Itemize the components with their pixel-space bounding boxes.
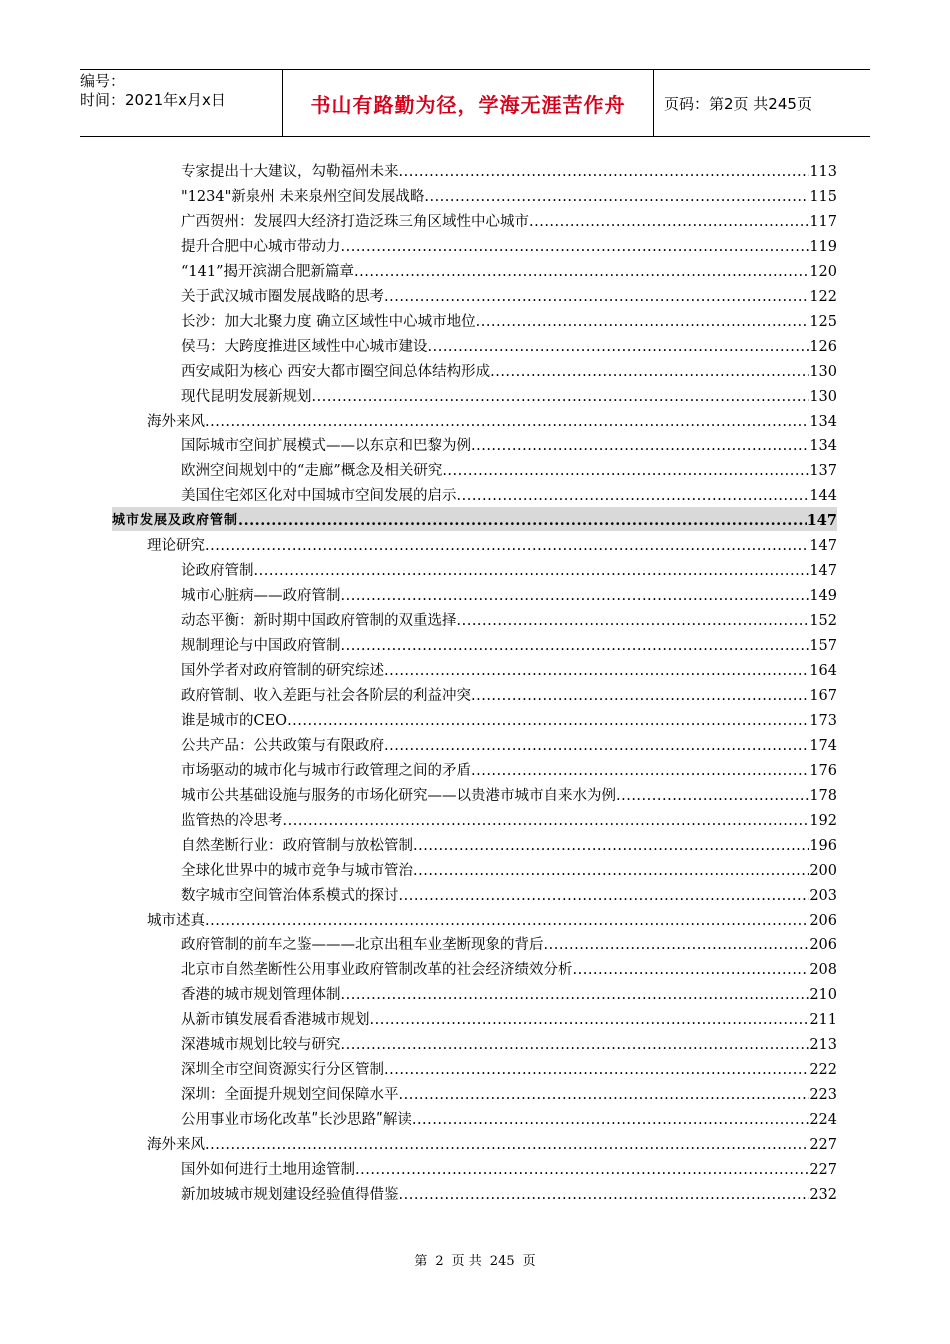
toc-leader-dots	[341, 586, 810, 606]
toc-entry-page: 115	[809, 188, 837, 205]
toc-entry-title: 美国住宅郊区化对中国城市空间发展的启示	[181, 488, 457, 505]
toc-entry-title: 长沙：加大北聚力度 确立区域性中心城市地位	[181, 313, 476, 330]
toc-entry-title: 论政府管制	[181, 563, 254, 580]
toc-leader-dots	[254, 561, 810, 581]
toc-entry-page: 120	[809, 263, 837, 280]
toc-entry-title: 规制理论与中国政府管制	[181, 638, 341, 655]
toc-entry-page: 222	[809, 1062, 837, 1079]
toc-leader-dots	[544, 935, 810, 955]
toc-entry-title: 数字城市空间管治体系模式的探讨	[181, 887, 399, 904]
toc-entry[interactable]	[181, 1056, 837, 1080]
toc-entry[interactable]	[181, 732, 837, 756]
toc-entry-page: 227	[809, 1162, 837, 1178]
toc-entry[interactable]	[181, 283, 837, 307]
toc-entry-page: 125	[809, 313, 837, 330]
toc-leader-dots	[205, 536, 809, 556]
toc-entry[interactable]	[181, 757, 837, 781]
toc-leader-dots	[355, 1160, 809, 1180]
toc-entry-page: 167	[809, 687, 837, 704]
toc-entry-title: 提升合肥中心城市带动力	[181, 238, 341, 255]
toc-entry[interactable]	[181, 308, 837, 332]
toc-leader-dots	[412, 1110, 809, 1130]
toc-entry-page: 227	[809, 1137, 837, 1154]
toc-entry-title: 理论研究	[147, 538, 205, 555]
toc-leader-dots	[205, 911, 809, 931]
toc-entry[interactable]	[181, 258, 837, 282]
toc-leader-dots	[205, 1135, 809, 1155]
toc-entry[interactable]	[181, 333, 837, 357]
toc-leader-dots	[341, 636, 810, 656]
toc-entry-title: 国际城市空间扩展模式——以东京和巴黎为例	[181, 438, 471, 455]
toc-entry-title: 深港城市规划比较与研究	[181, 1037, 341, 1054]
header-motto: 书山有路勤为径，学海无涯苦作舟	[310, 92, 626, 117]
toc-entry[interactable]	[181, 707, 837, 731]
toc-leader-dots	[424, 187, 809, 207]
toc-leader-dots	[399, 162, 810, 182]
toc-entry-title: 深圳：全面提升规划空间保障水平	[181, 1087, 399, 1104]
toc-entry-page: 232	[809, 1186, 837, 1203]
toc-entry-title: 政府管制的前车之鉴———北京出租车业垄断现象的背后	[181, 937, 544, 954]
page-header	[80, 69, 870, 137]
toc-entry-title: 关于武汉城市圈发展战略的思考	[181, 288, 384, 305]
toc-entry-page: 137	[809, 463, 837, 480]
toc-entry[interactable]	[181, 931, 837, 955]
toc-entry-page: 213	[809, 1037, 837, 1054]
toc-leader-dots	[312, 387, 810, 407]
toc-entry-page: 208	[809, 962, 837, 979]
toc-entry[interactable]	[181, 857, 837, 881]
toc-entry[interactable]	[181, 682, 837, 706]
toc-entry-page: 147	[806, 512, 837, 530]
toc-entry[interactable]	[181, 383, 837, 407]
toc-entry[interactable]	[181, 956, 837, 980]
header-motto-cell	[282, 70, 654, 136]
toc-entry-page: 223	[809, 1087, 837, 1104]
toc-leader-dots	[384, 1060, 809, 1080]
toc-entry-page: 174	[809, 737, 837, 754]
toc-entry[interactable]	[181, 1081, 837, 1105]
toc-entry[interactable]	[181, 582, 837, 606]
toc-leader-dots	[399, 1085, 810, 1105]
toc-entry[interactable]	[181, 183, 837, 207]
toc-leader-dots	[384, 661, 809, 681]
toc-entry[interactable]	[181, 233, 837, 257]
toc-entry[interactable]	[181, 208, 837, 232]
toc-leader-dots	[399, 886, 810, 906]
toc-entry-page: 134	[809, 438, 837, 455]
toc-entry[interactable]	[181, 557, 837, 581]
toc-entry[interactable]	[181, 882, 837, 906]
toc-leader-dots	[354, 262, 809, 282]
toc-entry-page: 210	[809, 987, 837, 1004]
toc-section-entry[interactable]	[147, 408, 837, 432]
toc-entry[interactable]	[181, 1006, 837, 1030]
toc-entry[interactable]	[181, 607, 837, 631]
toc-entry-title: 从新市镇发展看香港城市规划	[181, 1012, 370, 1029]
toc-entry-title: 公用事业市场化改革ʺ长沙思路ʺ解读	[181, 1112, 412, 1129]
toc-leader-dots	[399, 1185, 810, 1205]
footer-suffix: 页	[522, 1254, 536, 1269]
toc-entry-title: 动态平衡：新时期中国政府管制的双重选择	[181, 613, 457, 630]
toc-leader-dots	[476, 312, 810, 332]
toc-entry-page: 173	[809, 712, 837, 729]
toc-entry-title: 公共产品：公共政策与有限政府	[181, 737, 384, 754]
toc-entry[interactable]	[181, 358, 837, 382]
toc-entry[interactable]	[181, 632, 837, 656]
toc-leader-dots	[283, 811, 810, 831]
toc-entry[interactable]	[181, 832, 837, 856]
toc-section-entry[interactable]	[147, 907, 837, 931]
toc-chapter-entry[interactable]	[112, 507, 837, 531]
toc-entry-page: 113	[809, 164, 837, 180]
document-time-label: 时间：2021年x月x日	[80, 91, 226, 109]
toc-section-entry[interactable]	[147, 532, 837, 556]
toc-entry-page: 144	[809, 488, 837, 505]
toc-entry[interactable]	[181, 457, 837, 481]
toc-entry[interactable]	[181, 482, 837, 506]
document-number-label: 编号：	[80, 72, 126, 90]
toc-entry-title: 专家提出十大建议，勾勒福州未来	[181, 164, 399, 180]
toc-entry-title: 自然垄断行业：政府管制与放松管制	[181, 837, 413, 854]
toc-entry-title: 监管热的冷思考	[181, 812, 283, 829]
toc-entry-title: 政府管制、收入差距与社会各阶层的利益冲突	[181, 687, 471, 704]
toc-entry[interactable]	[181, 782, 837, 806]
footer-total-pages: 245	[489, 1254, 515, 1269]
toc-leader-dots	[471, 436, 809, 456]
toc-entry-title: 北京市自然垄断性公用事业政府管制改革的社会经济绩效分析	[181, 962, 573, 979]
toc-leader-dots	[616, 786, 809, 806]
toc-entry-page: 206	[809, 912, 837, 929]
toc-entry-title: 城市公共基础设施与服务的市场化研究——以贵港市城市自来水为例	[181, 787, 616, 804]
page-footer	[0, 1250, 950, 1269]
header-page-info: 页码：第2页 共245页	[664, 94, 812, 113]
toc-entry-page: 147	[809, 563, 837, 580]
toc-leader-dots	[205, 412, 809, 432]
toc-leader-dots	[341, 985, 810, 1005]
toc-leader-dots	[457, 486, 810, 506]
toc-leader-dots	[573, 960, 810, 980]
toc-entry[interactable]	[181, 1181, 837, 1205]
toc-entry-page: 178	[809, 787, 837, 804]
toc-entry-title: 新加坡城市规划建设经验值得借鉴	[181, 1186, 399, 1203]
toc-entry-title: “141”揭开滨湖合肥新篇章	[181, 263, 355, 280]
toc-entry-page: 203	[809, 887, 837, 904]
toc-leader-dots	[287, 711, 809, 731]
toc-entry-title: 全球化世界中的城市竞争与城市管治	[181, 862, 413, 879]
toc-entry-page: 152	[809, 613, 837, 630]
toc-entry[interactable]	[181, 158, 837, 182]
toc-section-entry[interactable]	[147, 1131, 837, 1155]
toc-leader-dots	[384, 736, 809, 756]
toc-entry-page: 211	[809, 1012, 837, 1029]
toc-leader-dots	[413, 836, 809, 856]
toc-entry-title: 海外来风	[147, 1137, 205, 1154]
toc-entry-page: 149	[809, 588, 837, 605]
toc-entry-page: 130	[809, 388, 837, 405]
header-meta	[80, 70, 282, 136]
toc-entry[interactable]	[181, 1031, 837, 1055]
toc-entry[interactable]	[181, 981, 837, 1005]
toc-entry-page: 147	[809, 538, 837, 555]
toc-leader-dots	[413, 861, 809, 881]
toc-entry[interactable]	[181, 432, 837, 456]
toc-entry-page: 119	[809, 238, 837, 255]
toc-entry-page: 126	[809, 338, 837, 355]
toc-entry-title: 现代昆明发展新规划	[181, 388, 312, 405]
footer-middle: 页 共	[451, 1254, 482, 1269]
toc-entry-page: 200	[809, 862, 837, 879]
toc-leader-dots	[442, 461, 809, 481]
toc-leader-dots	[428, 337, 810, 357]
toc-entry-page: 196	[809, 837, 837, 854]
toc-entry-title: 广西贺州：发展四大经济打造泛珠三角区域性中心城市	[181, 213, 529, 230]
toc-entry-title: 海外来风	[147, 413, 205, 430]
footer-page-number: 2	[435, 1254, 444, 1269]
toc-leader-dots	[341, 1035, 810, 1055]
toc-entry-page: 134	[809, 413, 837, 430]
toc-entry[interactable]	[181, 807, 837, 831]
toc-entry-title: 香港的城市规划管理体制	[181, 987, 341, 1004]
toc-entry-title: 城市述真	[147, 912, 205, 929]
toc-entry-title: 侯马：大跨度推进区域性中心城市建设	[181, 338, 428, 355]
toc-entry-page: 192	[809, 812, 837, 829]
toc-leader-dots	[238, 511, 807, 531]
toc-entry-title: 国外学者对政府管制的研究综述	[181, 663, 384, 679]
toc-entry[interactable]	[181, 1106, 837, 1130]
footer-prefix: 第	[414, 1254, 428, 1269]
toc-leader-dots	[384, 287, 809, 307]
toc-entry-title: 国外如何进行土地用途管制	[181, 1162, 355, 1178]
toc-entry-page: 157	[809, 638, 837, 655]
toc-leader-dots	[529, 212, 809, 232]
toc-entry-page: 224	[809, 1112, 837, 1129]
toc-entry-page: 176	[809, 762, 837, 779]
toc-leader-dots	[471, 686, 809, 706]
toc-entry-page: 164	[809, 663, 837, 679]
toc-entry-title: "1234"新泉州 未来泉州空间发展战略	[181, 188, 425, 205]
toc-entry-page: 117	[809, 213, 837, 230]
toc-leader-dots	[341, 237, 810, 257]
toc-leader-dots	[370, 1010, 810, 1030]
toc-entry-title: 市场驱动的城市化与城市行政管理之间的矛盾	[181, 762, 471, 779]
toc-entry-title: 深圳全市空间资源实行分区管制	[181, 1062, 384, 1079]
toc-entry-title: 城市心脏病——政府管制	[181, 588, 341, 605]
toc-entry-page: 130	[809, 363, 837, 380]
toc-leader-dots	[457, 611, 810, 631]
toc-entry-title: 欧洲空间规划中的“走廊”概念及相关研究	[181, 463, 443, 480]
toc-entry-page: 206	[809, 937, 837, 954]
toc-entry[interactable]	[181, 1156, 837, 1180]
toc-entry-title: 谁是城市的CEO	[181, 712, 288, 729]
toc-entry-title: 城市发展及政府管制	[112, 513, 239, 529]
toc-entry-title: 西安咸阳为核心 西安大都市圈空间总体结构形成	[181, 363, 491, 380]
toc-leader-dots	[490, 362, 809, 382]
toc-entry-page: 122	[809, 288, 837, 305]
toc-leader-dots	[471, 761, 809, 781]
toc-entry[interactable]	[181, 657, 837, 681]
